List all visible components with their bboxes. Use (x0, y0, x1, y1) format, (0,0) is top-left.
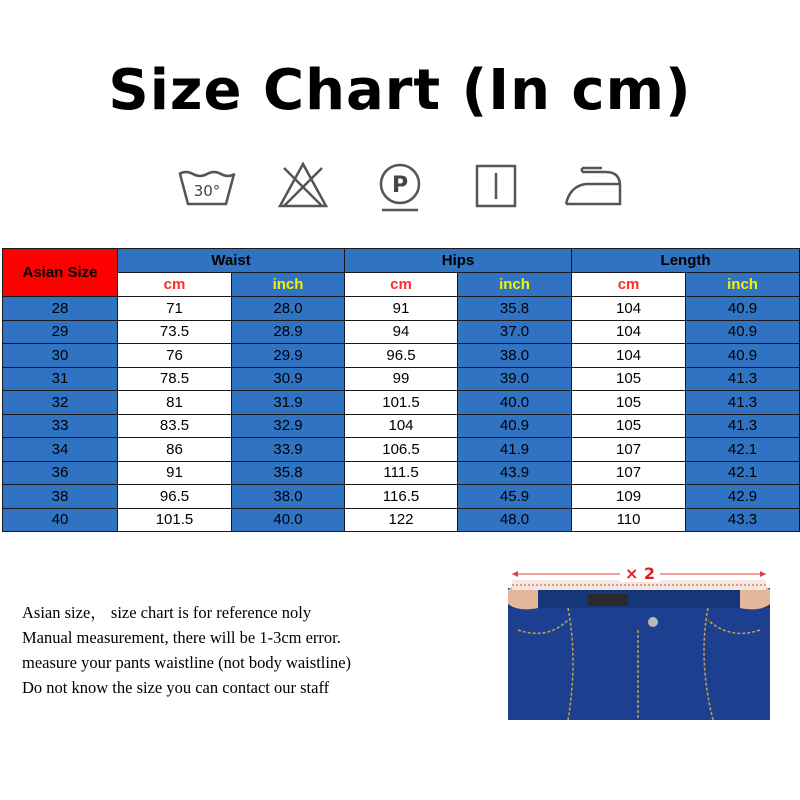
unit-header: inch (686, 273, 800, 297)
iron-icon (562, 160, 624, 210)
measure-times-two-label: × 2 (624, 564, 656, 583)
measurement-cell: 37.0 (458, 320, 572, 344)
measurement-cell: 43.3 (686, 508, 800, 532)
measurement-cell: 104 (572, 297, 686, 321)
size-cell: 33 (3, 414, 118, 438)
unit-header: cm (345, 273, 458, 297)
dry-clean-letter: P (391, 173, 409, 198)
table-row (3, 414, 800, 438)
measurement-cell: 99 (345, 367, 458, 391)
measurement-cell: 105 (572, 367, 686, 391)
table-row (3, 320, 800, 344)
measurement-cell: 40.9 (686, 344, 800, 368)
measurement-cell: 41.3 (686, 414, 800, 438)
measurement-cell: 109 (572, 485, 686, 509)
measurement-cell: 30.9 (232, 367, 345, 391)
measurement-cell: 39.0 (458, 367, 572, 391)
table-row (3, 391, 800, 415)
measurement-cell: 78.5 (118, 367, 232, 391)
measurement-cell: 101.5 (345, 391, 458, 415)
measurement-cell: 28.9 (232, 320, 345, 344)
measurement-cell: 31.9 (232, 391, 345, 415)
hips-header: Hips (345, 249, 572, 273)
measurement-cell: 101.5 (118, 508, 232, 532)
measurement-cell: 42.9 (686, 485, 800, 509)
measurement-cell: 105 (572, 414, 686, 438)
table-row (3, 508, 800, 532)
measurement-cell: 38.0 (458, 344, 572, 368)
asian-size-header: Asian Size (3, 249, 118, 297)
size-chart-table (2, 248, 800, 532)
line-dry-icon (474, 160, 518, 210)
measurement-cell: 28.0 (232, 297, 345, 321)
measurement-cell: 104 (572, 344, 686, 368)
measurement-cell: 35.8 (232, 461, 345, 485)
table-row (3, 297, 800, 321)
no-bleach-icon (276, 160, 330, 210)
measurement-cell: 38.0 (232, 485, 345, 509)
measurement-cell: 107 (572, 438, 686, 462)
measurement-cell: 104 (572, 320, 686, 344)
measurement-cell: 83.5 (118, 414, 232, 438)
size-cell: 36 (3, 461, 118, 485)
measurement-cell: 76 (118, 344, 232, 368)
measurement-cell: 43.9 (458, 461, 572, 485)
measurement-cell: 110 (572, 508, 686, 532)
jeans-measurement-image (508, 560, 770, 720)
size-cell: 34 (3, 438, 118, 462)
measurement-cell: 35.8 (458, 297, 572, 321)
note-line: Asian size， size chart is for reference noly (22, 603, 312, 622)
measurement-cell: 73.5 (118, 320, 232, 344)
size-chart-body (3, 297, 800, 532)
measurement-cell: 86 (118, 438, 232, 462)
measurement-cell: 116.5 (345, 485, 458, 509)
care-icons-row (0, 160, 800, 220)
table-row (3, 367, 800, 391)
unit-header: inch (458, 273, 572, 297)
measurement-cell: 41.3 (686, 391, 800, 415)
size-cell: 29 (3, 320, 118, 344)
size-cell: 32 (3, 391, 118, 415)
table-row (3, 344, 800, 368)
waist-header: Waist (118, 249, 345, 273)
unit-header: cm (118, 273, 232, 297)
length-header: Length (572, 249, 800, 273)
measurement-cell: 111.5 (345, 461, 458, 485)
unit-header: cm (572, 273, 686, 297)
wash-30-icon (176, 160, 238, 210)
measurement-cell: 48.0 (458, 508, 572, 532)
measurement-cell: 40.0 (232, 508, 345, 532)
measurement-cell: 40.9 (686, 297, 800, 321)
measurement-cell: 45.9 (458, 485, 572, 509)
table-row (3, 461, 800, 485)
unit-header: inch (232, 273, 345, 297)
size-cell: 30 (3, 344, 118, 368)
table-row (3, 485, 800, 509)
measurement-cell: 122 (345, 508, 458, 532)
note-line: Do not know the size you can contact our staff (22, 678, 330, 697)
measurement-cell: 105 (572, 391, 686, 415)
measurement-cell: 42.1 (686, 461, 800, 485)
measurement-cell: 29.9 (232, 344, 345, 368)
size-cell: 31 (3, 367, 118, 391)
measurement-cell: 42.1 (686, 438, 800, 462)
measurement-cell: 40.9 (686, 320, 800, 344)
size-cell: 38 (3, 485, 118, 509)
measurement-cell: 71 (118, 297, 232, 321)
measurement-cell: 107 (572, 461, 686, 485)
measurement-cell: 96.5 (345, 344, 458, 368)
notes-block (22, 600, 351, 700)
measurement-cell: 96.5 (118, 485, 232, 509)
size-cell: 40 (3, 508, 118, 532)
size-cell: 28 (3, 297, 118, 321)
wash-temp-label: 30° (193, 182, 221, 200)
measurement-cell: 106.5 (345, 438, 458, 462)
page-title: Size Chart (In cm) (108, 58, 692, 123)
note-line: Manual measurement, there will be 1-3cm error. (22, 628, 341, 647)
table-row (3, 438, 800, 462)
measurement-cell: 41.3 (686, 367, 800, 391)
note-line: measure your pants waistline (not body waistline) (22, 653, 352, 672)
measurement-cell: 91 (118, 461, 232, 485)
measurement-cell: 40.0 (458, 391, 572, 415)
measurement-cell: 104 (345, 414, 458, 438)
measurement-cell: 33.9 (232, 438, 345, 462)
measurement-cell: 91 (345, 297, 458, 321)
measurement-cell: 40.9 (458, 414, 572, 438)
dry-clean-p-icon (376, 160, 424, 214)
measurement-cell: 32.9 (232, 414, 345, 438)
measurement-cell: 94 (345, 320, 458, 344)
measurement-cell: 81 (118, 391, 232, 415)
measurement-cell: 41.9 (458, 438, 572, 462)
